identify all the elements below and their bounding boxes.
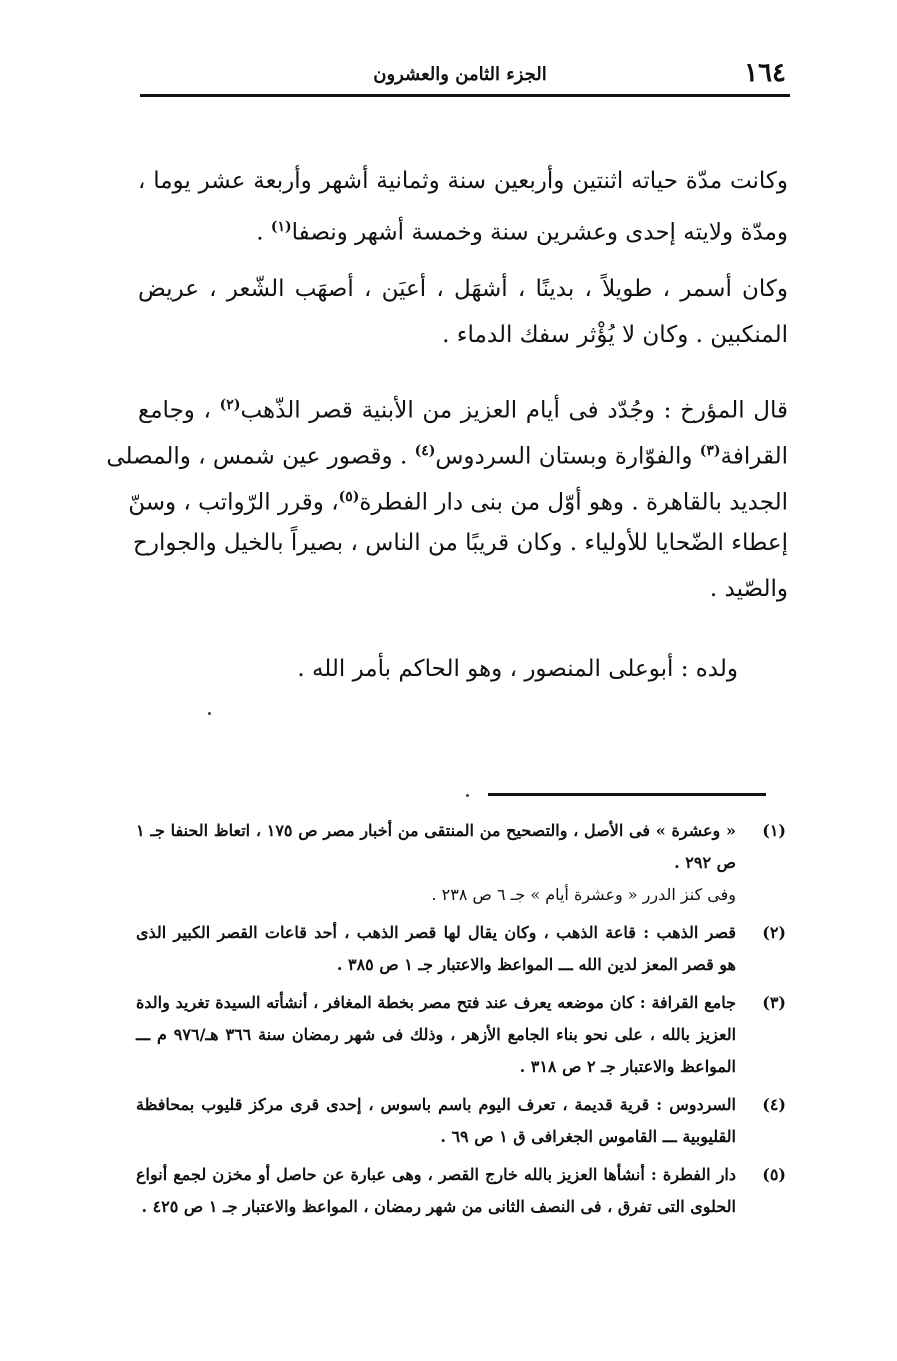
footnote-ref-1: (١): [270, 219, 292, 235]
footnote-1: [136, 815, 786, 911]
footnote-line: « وعشرة » فى الأصل ، والتصحيح من المنتقى من أخبار مصر ص ١٧٥ ، اتعاظ الحنفا جـ ١: [136, 821, 736, 840]
footnote-line: القليوبية ـــ القاموس الجغرافى ق ١ ص ٦٩ .: [440, 1127, 736, 1146]
text-line: والصّيد .: [709, 576, 788, 602]
text-span: ، وجامع: [138, 397, 220, 424]
paragraph-4: [138, 646, 788, 692]
footnote-line: قصر الذهب : قاعة الذهب ، وكان يقال لها قصر الذهب ، أحد قاعات القصر الكبير الذى: [136, 923, 736, 942]
footnote-line: ص ٢٩٢ .: [674, 853, 736, 872]
text-line: [138, 204, 788, 250]
footnote-ref-4: (٤): [414, 443, 436, 459]
text-line: [106, 428, 788, 474]
footnote-line: المواعظ والاعتبار جـ ٢ ص ٣١٨ .: [519, 1057, 736, 1076]
footnote-ref-5: (٥): [338, 489, 360, 505]
text-line: وكان أسمر ، طويلاً ، بدينًا ، أشهَل ، أعيَن ، أصهَب الشّعر ، عريض: [138, 276, 788, 302]
footnote-line: هو قصر المعز لدين الله ـــ المواعظ والاعتبار جـ ١ ص ٣٨٥ .: [336, 955, 736, 974]
header-rule: [140, 94, 790, 97]
scan-speck: [208, 712, 211, 715]
footnote-3: [136, 987, 786, 1083]
text-line: إعطاء الضّحايا للأولياء . وكان قريبًا من الناس ، بصيراً بالخيل والجوارح: [133, 530, 788, 556]
text-line: [128, 474, 788, 520]
page-header: [140, 58, 792, 92]
footnote-ref-2: (٢): [219, 397, 241, 413]
text-span: ومدّة ولايته إحدى وعشرين سنة وخمسة أشهر ونصفا: [291, 219, 788, 246]
footnote-number: (٢): [762, 923, 786, 942]
footnote-5: [136, 1159, 786, 1223]
footnote-4: [136, 1089, 786, 1153]
page-number: ١٦٤: [744, 58, 786, 88]
paragraph-1: [138, 158, 788, 250]
text-span: القرافة: [720, 443, 788, 470]
text-line: [138, 382, 788, 428]
footnote-line: الحلوى التى تفرق ، فى النصف الثانى من شهر رمضان ، المواعظ والاعتبار جـ ١ ص ٤٢٥ .: [141, 1197, 736, 1216]
paragraph-2: [138, 266, 788, 358]
scan-speck: [466, 794, 469, 797]
footnote-ref-3: (٣): [699, 443, 721, 459]
footnote-2: [136, 917, 786, 981]
footnotes-rule: [488, 793, 766, 796]
text-span: . وقصور عين شمس ، والمصلى: [106, 443, 415, 470]
text-span: .: [256, 219, 271, 246]
footnote-number: (١): [762, 821, 786, 840]
footnote-line: السردوس : قرية قديمة ، تعرف اليوم باسم باسوس ، إحدى قرى مركز قليوب بمحافظة: [136, 1095, 736, 1114]
text-line: ولده : أبوعلى المنصور ، وهو الحاكم بأمر الله .: [297, 656, 738, 682]
footnote-line: جامع القرافة : كان موضعه يعرف عند فتح مصر بخطة المغافر ، أنشأته السيدة تغريد والدة: [136, 993, 736, 1012]
text-span: قال المؤرخ : وجُدّد فى أيام العزيز من الأبنية قصر الذّهب: [240, 397, 788, 424]
footnote-line: وفى كنز الدرر « وعشرة أيام » جـ ٦ ص ٢٣٨ .: [431, 885, 736, 904]
text-line: وكانت مدّة حياته اثنتين وأربعين سنة وثمانية أشهر وأربعة عشر يوما ،: [138, 168, 788, 194]
text-line: المنكبين . وكان لا يُؤْثر سفك الدماء .: [442, 322, 788, 348]
footnote-line: دار الفطرة : أنشأها العزيز بالله خارج القصر ، وهى عبارة عن حاصل أو مخزن لجمع أنواع: [136, 1165, 736, 1184]
footnote-line: العزيز بالله ، على نحو بناء الجامع الأزهر ، وذلك فى شهر رمضان سنة ٣٦٦ هـ/٩٧٦ م ـــ: [136, 1025, 737, 1044]
footnote-number: (٤): [762, 1095, 786, 1114]
footnote-number: (٥): [762, 1165, 786, 1184]
running-title: الجزء الثامن والعشرون: [373, 64, 547, 85]
text-span: ، وقرر الرّواتب ، وسنّ: [128, 489, 339, 516]
text-span: الجديد بالقاهرة . وهو أوّل من بنى دار الفطرة: [359, 489, 788, 516]
footnotes: [136, 815, 786, 1229]
footnote-number: (٣): [762, 993, 786, 1012]
text-span: والفوّارة وبستان السردوس: [435, 443, 700, 470]
paragraph-3: [106, 382, 788, 612]
